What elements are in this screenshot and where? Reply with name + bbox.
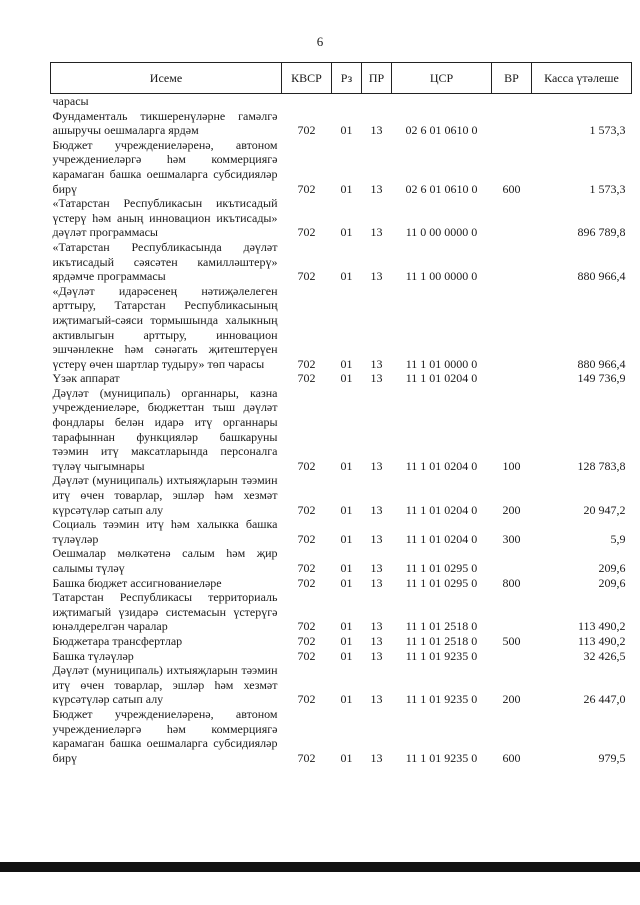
cell-amount xyxy=(532,94,632,109)
cell-kvsr: 702 xyxy=(297,123,316,138)
cell-kvsr: 702 xyxy=(297,502,316,517)
cell-vr: 800 xyxy=(502,575,521,590)
cell-vr xyxy=(492,649,532,664)
cell-amount: 209,6 xyxy=(598,561,626,575)
cell-vr: 500 xyxy=(502,633,521,648)
cell-name: «Татарстан Республикасын икътисадый үстерү һәм аның инновацион икътисады» дәүләт программасы xyxy=(52,196,278,240)
cell-name: чарасы xyxy=(52,94,89,108)
cell-csr: 11 1 01 2518 0 xyxy=(405,633,478,648)
cell-amount: 26 447,0 xyxy=(583,692,626,707)
cell-name: Фундаменталь тикшеренүләрне гамәлгә ашыручы оешмаларга ярдәм xyxy=(52,108,278,138)
cell-vr xyxy=(492,546,532,575)
cell-amount: 1 573,3 xyxy=(589,181,626,196)
cell-kvsr: 702 xyxy=(297,356,316,371)
cell-amount: 113 490,2 xyxy=(577,633,626,648)
cell-kvsr: 702 xyxy=(297,561,316,575)
table-row xyxy=(51,707,632,765)
cell-csr: 11 1 01 2518 0 xyxy=(405,619,478,634)
cell-pr: 13 xyxy=(370,458,383,473)
cell-amount: 880 966,4 xyxy=(577,269,626,284)
cell-name: Бюджет учреждениеләренә, автоном учреждениеләргә һәм коммерциягә карамаган башка оешмаларга субсидияләр бирү xyxy=(52,137,278,196)
cell-csr: 11 1 01 0204 0 xyxy=(405,371,478,386)
cell-rz: 01 xyxy=(340,371,353,386)
cell-vr: 300 xyxy=(502,531,521,546)
cell-kvsr: 702 xyxy=(297,750,316,765)
cell-name: Бюджетара трансфертлар xyxy=(52,633,183,648)
cell-rz: 01 xyxy=(340,750,353,765)
table-row xyxy=(51,517,632,546)
table-row xyxy=(51,94,632,109)
cell-amount: 128 783,8 xyxy=(577,458,626,473)
cell-name: Социаль тәэмин итү һәм халыкка башка түләүләр xyxy=(52,517,278,546)
cell-amount: 880 966,4 xyxy=(577,356,626,371)
scan-edge-bar xyxy=(0,862,640,872)
table-row xyxy=(51,386,632,474)
header-kassa: Касса үтәлеше xyxy=(532,63,632,94)
cell-name: Башка бюджет ассигнованиеләре xyxy=(52,575,222,590)
cell-pr: 13 xyxy=(370,648,383,663)
cell-csr: 11 1 01 0204 0 xyxy=(405,502,478,517)
table-row xyxy=(51,240,632,284)
cell-csr: 11 1 01 9235 0 xyxy=(405,648,478,663)
cell-pr: 13 xyxy=(370,181,383,196)
cell-vr xyxy=(492,240,532,284)
cell-rz: 01 xyxy=(340,123,353,138)
cell-csr: 11 1 01 0000 0 xyxy=(405,356,478,371)
cell-kvsr xyxy=(282,94,332,109)
header-csr: ЦСР xyxy=(392,63,492,94)
cell-rz: 01 xyxy=(340,692,353,707)
table-row xyxy=(51,649,632,664)
table-row xyxy=(51,109,632,138)
cell-pr: 13 xyxy=(370,575,383,590)
cell-kvsr: 702 xyxy=(297,575,316,590)
cell-vr: 100 xyxy=(502,458,521,473)
cell-pr: 13 xyxy=(370,356,383,371)
cell-name: «Татарстан Республикасында дәүләт икътисадый сәясәтен камилләштерү» ярдәмче программасы xyxy=(52,239,278,284)
cell-amount: 1 573,3 xyxy=(589,123,626,138)
cell-vr xyxy=(492,371,532,386)
cell-kvsr: 702 xyxy=(297,269,316,284)
table-row xyxy=(51,634,632,649)
cell-vr xyxy=(492,196,532,240)
cell-pr: 13 xyxy=(370,750,383,765)
cell-name: Башка түләүләр xyxy=(52,648,134,663)
budget-table xyxy=(50,62,632,765)
cell-csr: 11 1 01 0204 0 xyxy=(405,531,478,546)
cell-kvsr: 702 xyxy=(297,619,316,634)
cell-rz: 01 xyxy=(340,648,353,663)
cell-kvsr: 702 xyxy=(297,633,316,648)
cell-pr: 13 xyxy=(370,502,383,517)
cell-csr: 11 1 01 0295 0 xyxy=(405,561,478,575)
cell-csr: 02 6 01 0610 0 xyxy=(405,123,478,138)
cell-amount: 979,5 xyxy=(598,750,626,765)
header-name: Исеме xyxy=(51,63,282,94)
table-header-row xyxy=(51,63,632,94)
cell-pr: 13 xyxy=(370,619,383,634)
cell-name: Дәүләт (муниципаль) ихтыяҗларын тәэмин итү өчен товарлар, эшләр һәм хезмәт күрсәтүләр сатып алу xyxy=(52,663,278,707)
cell-csr: 11 1 00 0000 0 xyxy=(405,269,478,284)
cell-amount: 209,6 xyxy=(598,575,626,590)
cell-name: Дәүләт (муниципаль) ихтыяҗларын тәэмин итү өчен товарлар, эшләр һәм хезмәт күрсәтүләр сатып алу xyxy=(52,473,278,517)
header-vr: ВР xyxy=(492,63,532,94)
cell-rz: 01 xyxy=(340,458,353,473)
cell-csr: 11 1 01 0204 0 xyxy=(405,458,478,473)
table-row xyxy=(51,284,632,372)
cell-rz xyxy=(332,94,362,109)
table-row xyxy=(51,590,632,634)
cell-rz: 01 xyxy=(340,531,353,546)
cell-vr xyxy=(492,284,532,372)
cell-vr xyxy=(492,109,532,138)
cell-csr xyxy=(392,94,492,109)
cell-rz: 01 xyxy=(340,181,353,196)
cell-amount: 149 736,9 xyxy=(577,371,626,386)
table-row xyxy=(51,371,632,386)
cell-pr: 13 xyxy=(370,123,383,138)
cell-amount: 896 789,8 xyxy=(577,225,626,240)
cell-name: «Дәүләт идарәсенең нәтиҗәлелеген арттыру, Татарстан Республикасының иҗтимагый-сәяси тормышында халыкның активлыгын арттыру, инновацион эшчәнлекне һәм сәнәгать җитештерүен үстерү өчен шартлар тудыру» төп чарасы xyxy=(52,283,278,371)
header-rz: Рз xyxy=(332,63,362,94)
cell-csr: 11 1 01 0295 0 xyxy=(405,575,478,590)
table-row xyxy=(51,138,632,196)
cell-rz: 01 xyxy=(340,633,353,648)
cell-rz: 01 xyxy=(340,619,353,634)
cell-name: Дәүләт (муниципаль) органнары, казна учреждениеләре, бюджеттан тыш дәүләт фондлары белән идарә итү органнары тарафыннан функцияләр башкаруны тәэмин итү максатларында персоналга түләү чыгымнары xyxy=(52,385,278,473)
cell-rz: 01 xyxy=(340,561,353,575)
cell-kvsr: 702 xyxy=(297,648,316,663)
cell-pr: 13 xyxy=(370,531,383,546)
cell-kvsr: 702 xyxy=(297,225,316,240)
cell-vr: 200 xyxy=(502,502,521,517)
cell-kvsr: 702 xyxy=(297,181,316,196)
cell-rz: 01 xyxy=(340,575,353,590)
cell-amount: 20 947,2 xyxy=(583,502,626,517)
cell-csr: 02 6 01 0610 0 xyxy=(405,181,478,196)
cell-csr: 11 0 00 0000 0 xyxy=(405,225,478,240)
cell-rz: 01 xyxy=(340,356,353,371)
table-row xyxy=(51,196,632,240)
cell-pr xyxy=(362,94,392,109)
cell-rz: 01 xyxy=(340,269,353,284)
cell-kvsr: 702 xyxy=(297,458,316,473)
cell-amount: 32 426,5 xyxy=(583,648,626,663)
cell-name: Татарстан Республикасы территориаль иҗтимагый үзидарә системасын үстерүгә юнәлдерелгән чаралар xyxy=(52,590,278,634)
cell-vr: 600 xyxy=(502,181,521,196)
cell-kvsr: 702 xyxy=(297,692,316,707)
cell-csr: 11 1 01 9235 0 xyxy=(405,750,478,765)
cell-pr: 13 xyxy=(370,269,383,284)
cell-name: Бюджет учреждениеләренә, автоном учреждениеләргә һәм коммерциягә карамаган башка оешмаларга субсидияләр бирү xyxy=(52,706,278,765)
cell-kvsr: 702 xyxy=(297,371,316,386)
table-body xyxy=(51,94,632,766)
cell-vr xyxy=(492,590,532,634)
cell-pr: 13 xyxy=(370,692,383,707)
cell-pr: 13 xyxy=(370,561,383,575)
cell-name: Үзәк аппарат xyxy=(52,371,120,386)
cell-name: Оешмалар мөлкәтенә салым һәм җир салымы түләү xyxy=(52,546,278,575)
cell-csr: 11 1 01 9235 0 xyxy=(405,692,478,707)
cell-vr: 200 xyxy=(502,692,521,707)
table-row xyxy=(51,473,632,517)
page-number: 6 xyxy=(316,34,324,49)
cell-rz: 01 xyxy=(340,225,353,240)
header-pr: ПР xyxy=(362,63,392,94)
cell-amount: 5,9 xyxy=(610,531,626,546)
cell-vr xyxy=(492,94,532,109)
cell-pr: 13 xyxy=(370,225,383,240)
cell-pr: 13 xyxy=(370,633,383,648)
cell-vr: 600 xyxy=(502,750,521,765)
cell-pr: 13 xyxy=(370,371,383,386)
header-kvsr: КВСР xyxy=(282,63,332,94)
cell-amount: 113 490,2 xyxy=(577,619,626,634)
table-row xyxy=(51,546,632,575)
cell-rz: 01 xyxy=(340,502,353,517)
table-row xyxy=(51,576,632,591)
table-row xyxy=(51,663,632,707)
cell-kvsr: 702 xyxy=(297,531,316,546)
